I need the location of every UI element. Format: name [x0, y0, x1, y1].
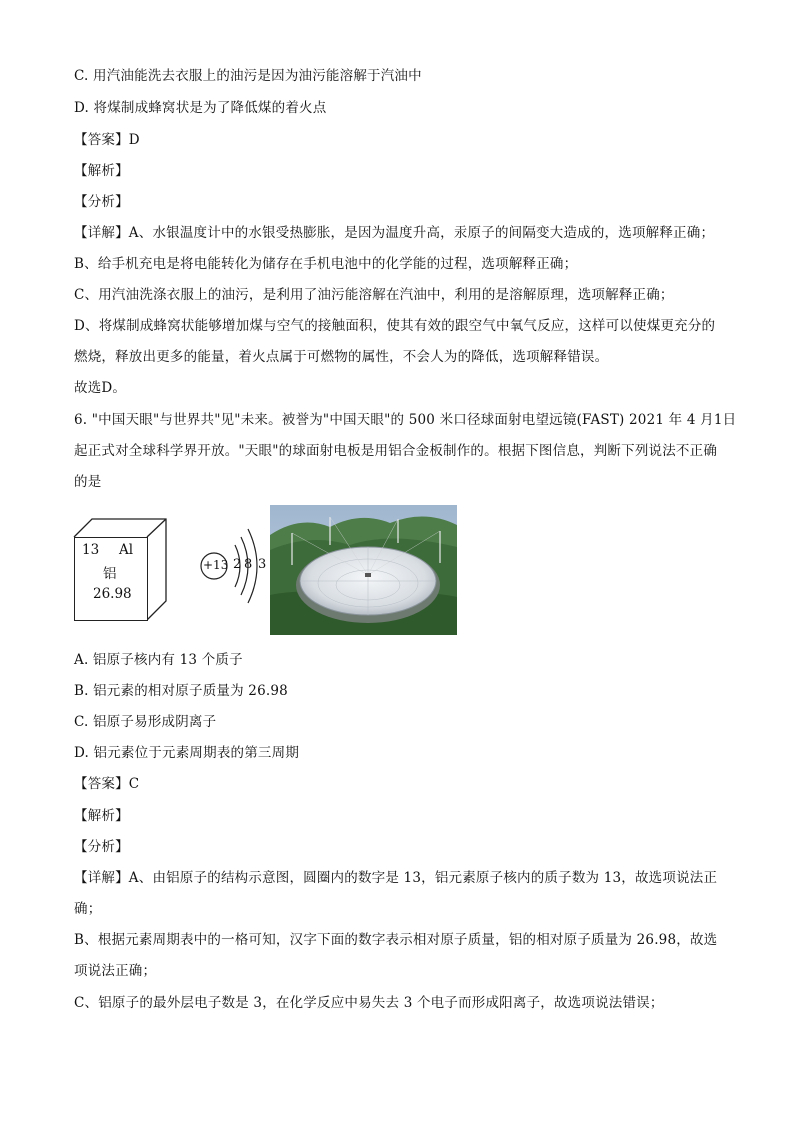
text-line-l25: 项说法正确；: [74, 963, 157, 979]
text-line-l9: D、将煤制成蜂窝状能够增加煤与空气的接触面积，使其有效的跟空气中氧气反应，这样可以使煤更充分的: [74, 318, 716, 334]
text-line-l18: D. 铝元素位于元素周期表的第三周期: [74, 745, 300, 761]
text-line-l7: B、给手机充电是将电能转化为储存在手机电池中的化学能的过程，选项解释正确；: [74, 256, 578, 272]
text-line-l23: 确；: [74, 901, 102, 917]
text-line-l12: 6. "中国天眼"与世界共"见"未来。被誉为"中国天眼"的 500 米口径球面射电望远镜(FAST) 2021 年 4 月1日: [74, 412, 737, 428]
element-cell: [70, 517, 170, 627]
text-line-l2: D. 将煤制成蜂窝状是为了降低煤的着火点: [74, 100, 327, 116]
text-line-l13: 起正式对全球科学界开放。"天眼"的球面射电板是用铝合金板制作的。根据下图信息，判断下列说法不正确: [74, 443, 718, 459]
nucleus-charge: +13: [203, 558, 229, 572]
text-line-l10: 燃烧，释放出更多的能量，着火点属于可燃物的属性，不会人为的降低，选项解释错误。: [74, 349, 609, 365]
text-line-l11: 故选D。: [74, 380, 127, 396]
text-line-l15: A. 铝原子核内有 13 个质子: [74, 652, 243, 668]
element-cell-front: [74, 537, 148, 621]
text-line-l24: B、根据元素周期表中的一格可知，汉字下面的数字表示相对原子质量，铝的相对原子质量为 26.98，故选: [74, 932, 718, 948]
atom-shells: [198, 519, 278, 629]
text-line-l21: 【分析】: [74, 839, 129, 855]
text-line-l26: C、铝原子的最外层电子数是 3，在化学反应中易失去 3 个电子而形成阳离子，故选项说法错误；: [74, 995, 664, 1011]
fast-telescope-photo: [270, 505, 457, 635]
element-symbol: Al: [119, 542, 134, 558]
element-name: 铝: [103, 566, 117, 582]
text-line-l22: 【详解】A、由铝原子的结构示意图，圆圈内的数字是 13，铝元素原子核内的质子数为 13，故选项说法正: [74, 870, 718, 886]
atomic-mass: 26.98: [93, 586, 132, 602]
shell-2-electrons: 8: [244, 557, 253, 572]
shell-3-electrons: 3: [258, 557, 267, 572]
text-line-l8: C、用汽油洗涤衣服上的油污，是利用了油污能溶解在汽油中，利用的是溶解原理，选项解释正确；: [74, 287, 674, 303]
shell-1-electrons: 2: [233, 557, 242, 572]
text-line-l5: 【分析】: [74, 194, 129, 210]
text-line-l1: C. 用汽油能洗去衣服上的油污是因为油污能溶解于汽油中: [74, 68, 422, 84]
text-line-l6: 【详解】A、水银温度计中的水银受热膨胀，是因为温度升高，汞原子的间隔变大造成的，选项解释正确；: [74, 225, 715, 241]
atom-structure-diagram: [198, 519, 278, 629]
text-line-l17: C. 铝原子易形成阴离子: [74, 714, 217, 730]
text-line-l4: 【解析】: [74, 163, 129, 179]
text-line-l16: B. 铝元素的相对原子质量为 26.98: [74, 683, 288, 699]
atomic-number: 13: [82, 542, 100, 558]
text-line-l3: 【答案】D: [74, 132, 140, 148]
text-line-l14: 的是: [74, 474, 102, 490]
question-figure: [70, 505, 470, 640]
text-line-l19: 【答案】C: [74, 776, 140, 792]
text-line-l20: 【解析】: [74, 808, 129, 824]
